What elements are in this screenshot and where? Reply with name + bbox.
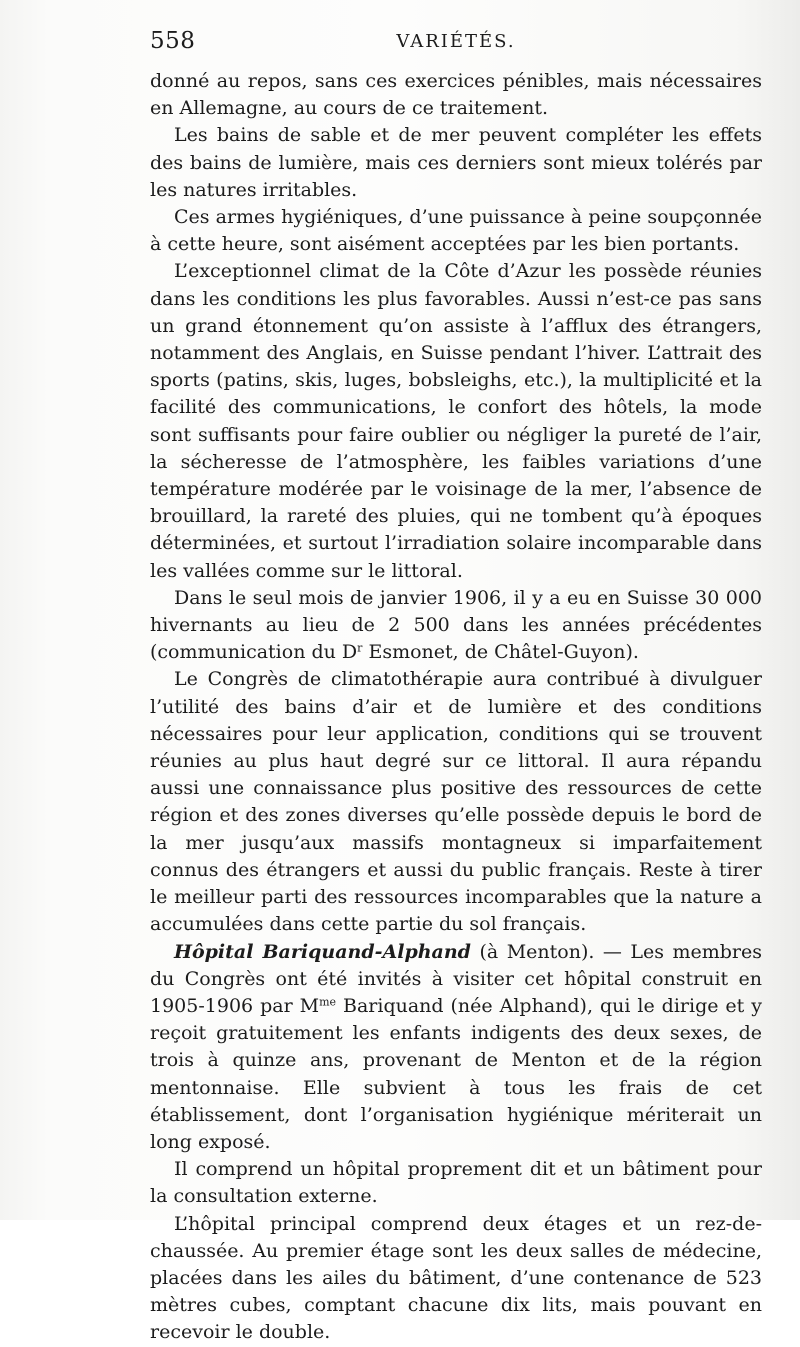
- running-title: VARIÉTÉS.: [396, 31, 516, 52]
- paragraph-text: (à Menton). — Les membres du Congrès ont été invités à visiter cet hôpital construit en 1905-1906 par M: [150, 940, 762, 1017]
- paragraph: L’exceptionnel climat de la Côte d’Azur les possède réunies dans les conditions les plus favorables. Aussi n’est-ce pas sans un grand étonnement qu’on assiste à l’afflux des étrangers, notamment des Anglais, en Suisse pendant l’hiver. L’attrait des sports (patins, skis, luges, bobsleighs, etc.), la multiplicité et la facilité des communications, le confort des hôtels, la mode sont suffisants pour faire oublier ou négliger la pureté de l’air, la sécheresse de l’atmosphère, les faibles variations d’une température modérée par le voisinage de la mer, l’absence de brouillard, la rareté des pluies, qui ne tombent qu’à époques déterminées, et surtout l’irradiation solaire incomparable dans les vallées comme sur le littoral.: [150, 260, 762, 582]
- paragraph-text: Esmonet, de Châtel-Guyon).: [362, 641, 639, 664]
- page-number: 558: [150, 28, 196, 54]
- page-header: [150, 28, 762, 62]
- paragraph: L’hôpital principal comprend deux étages et un rez-de-chaussée. Au premier étage sont les deux salles de médecine, placées dans les ailes du bâtiment, d’une contenance de 523 mètres cubes, comptant chacune dix lits, mais pouvant en recevoir le double.: [150, 1212, 762, 1344]
- paragraph: Il comprend un hôpital proprement dit et un bâtiment pour la consultation externe.: [150, 1158, 762, 1208]
- section-heading: Hôpital Bariquand-Alphand: [174, 940, 471, 963]
- paragraph-text: Bariquand (née Alphand), qui le dirige et y reçoit gratuitement les enfants indigents des deux sexes, de trois à quinze ans, provenant de Menton et de la région mentonnaise. Elle subvient à tous les frais de cet établissement, dont l’organisation hygiénique mériterait un long exposé.: [150, 994, 763, 1153]
- superscript: me: [319, 995, 337, 1009]
- paragraph: Les bains de sable et de mer peuvent compléter les effets des bains de lumière, mais ces derniers sont mieux tolérés par les natures irritables.: [150, 124, 762, 201]
- paragraph: [150, 585, 762, 667]
- paragraph: Le Congrès de climatothérapie aura contribué à divulguer l’utilité des bains d’air et de lumière et des conditions nécessaires pour leur application, conditions qui se trouvent réunies au plus haut degré sur ce littoral. Il aura répandu aussi une connaissance plus positive des ressources de cette région et des zones diverses qu’elle possède depuis le bord de la mer jusqu’aux massifs montagneux si imparfaitement connus des étrangers et aussi du public français. Reste à tirer le meilleur parti des ressources incomparables que la nature a accumulées dans cette partie du sol français.: [150, 668, 762, 936]
- paragraph-text: Dans le seul mois de janvier 1906, il y a eu en Suisse 30 000 hivernants au lieu de 2 500 dans les années précédentes (communication du D: [150, 586, 762, 664]
- superscript: r: [357, 641, 363, 655]
- body-text: [150, 68, 762, 1347]
- paragraph: donné au repos, sans ces exercices pénibles, mais nécessaires en Allemagne, au cours de ce traitement.: [150, 70, 762, 120]
- paragraph: [150, 939, 762, 1157]
- paragraph: Ces armes hygiéniques, d’une puissance à peine soupçonnée à cette heure, sont aisément acceptées par les bien portants.: [150, 206, 762, 256]
